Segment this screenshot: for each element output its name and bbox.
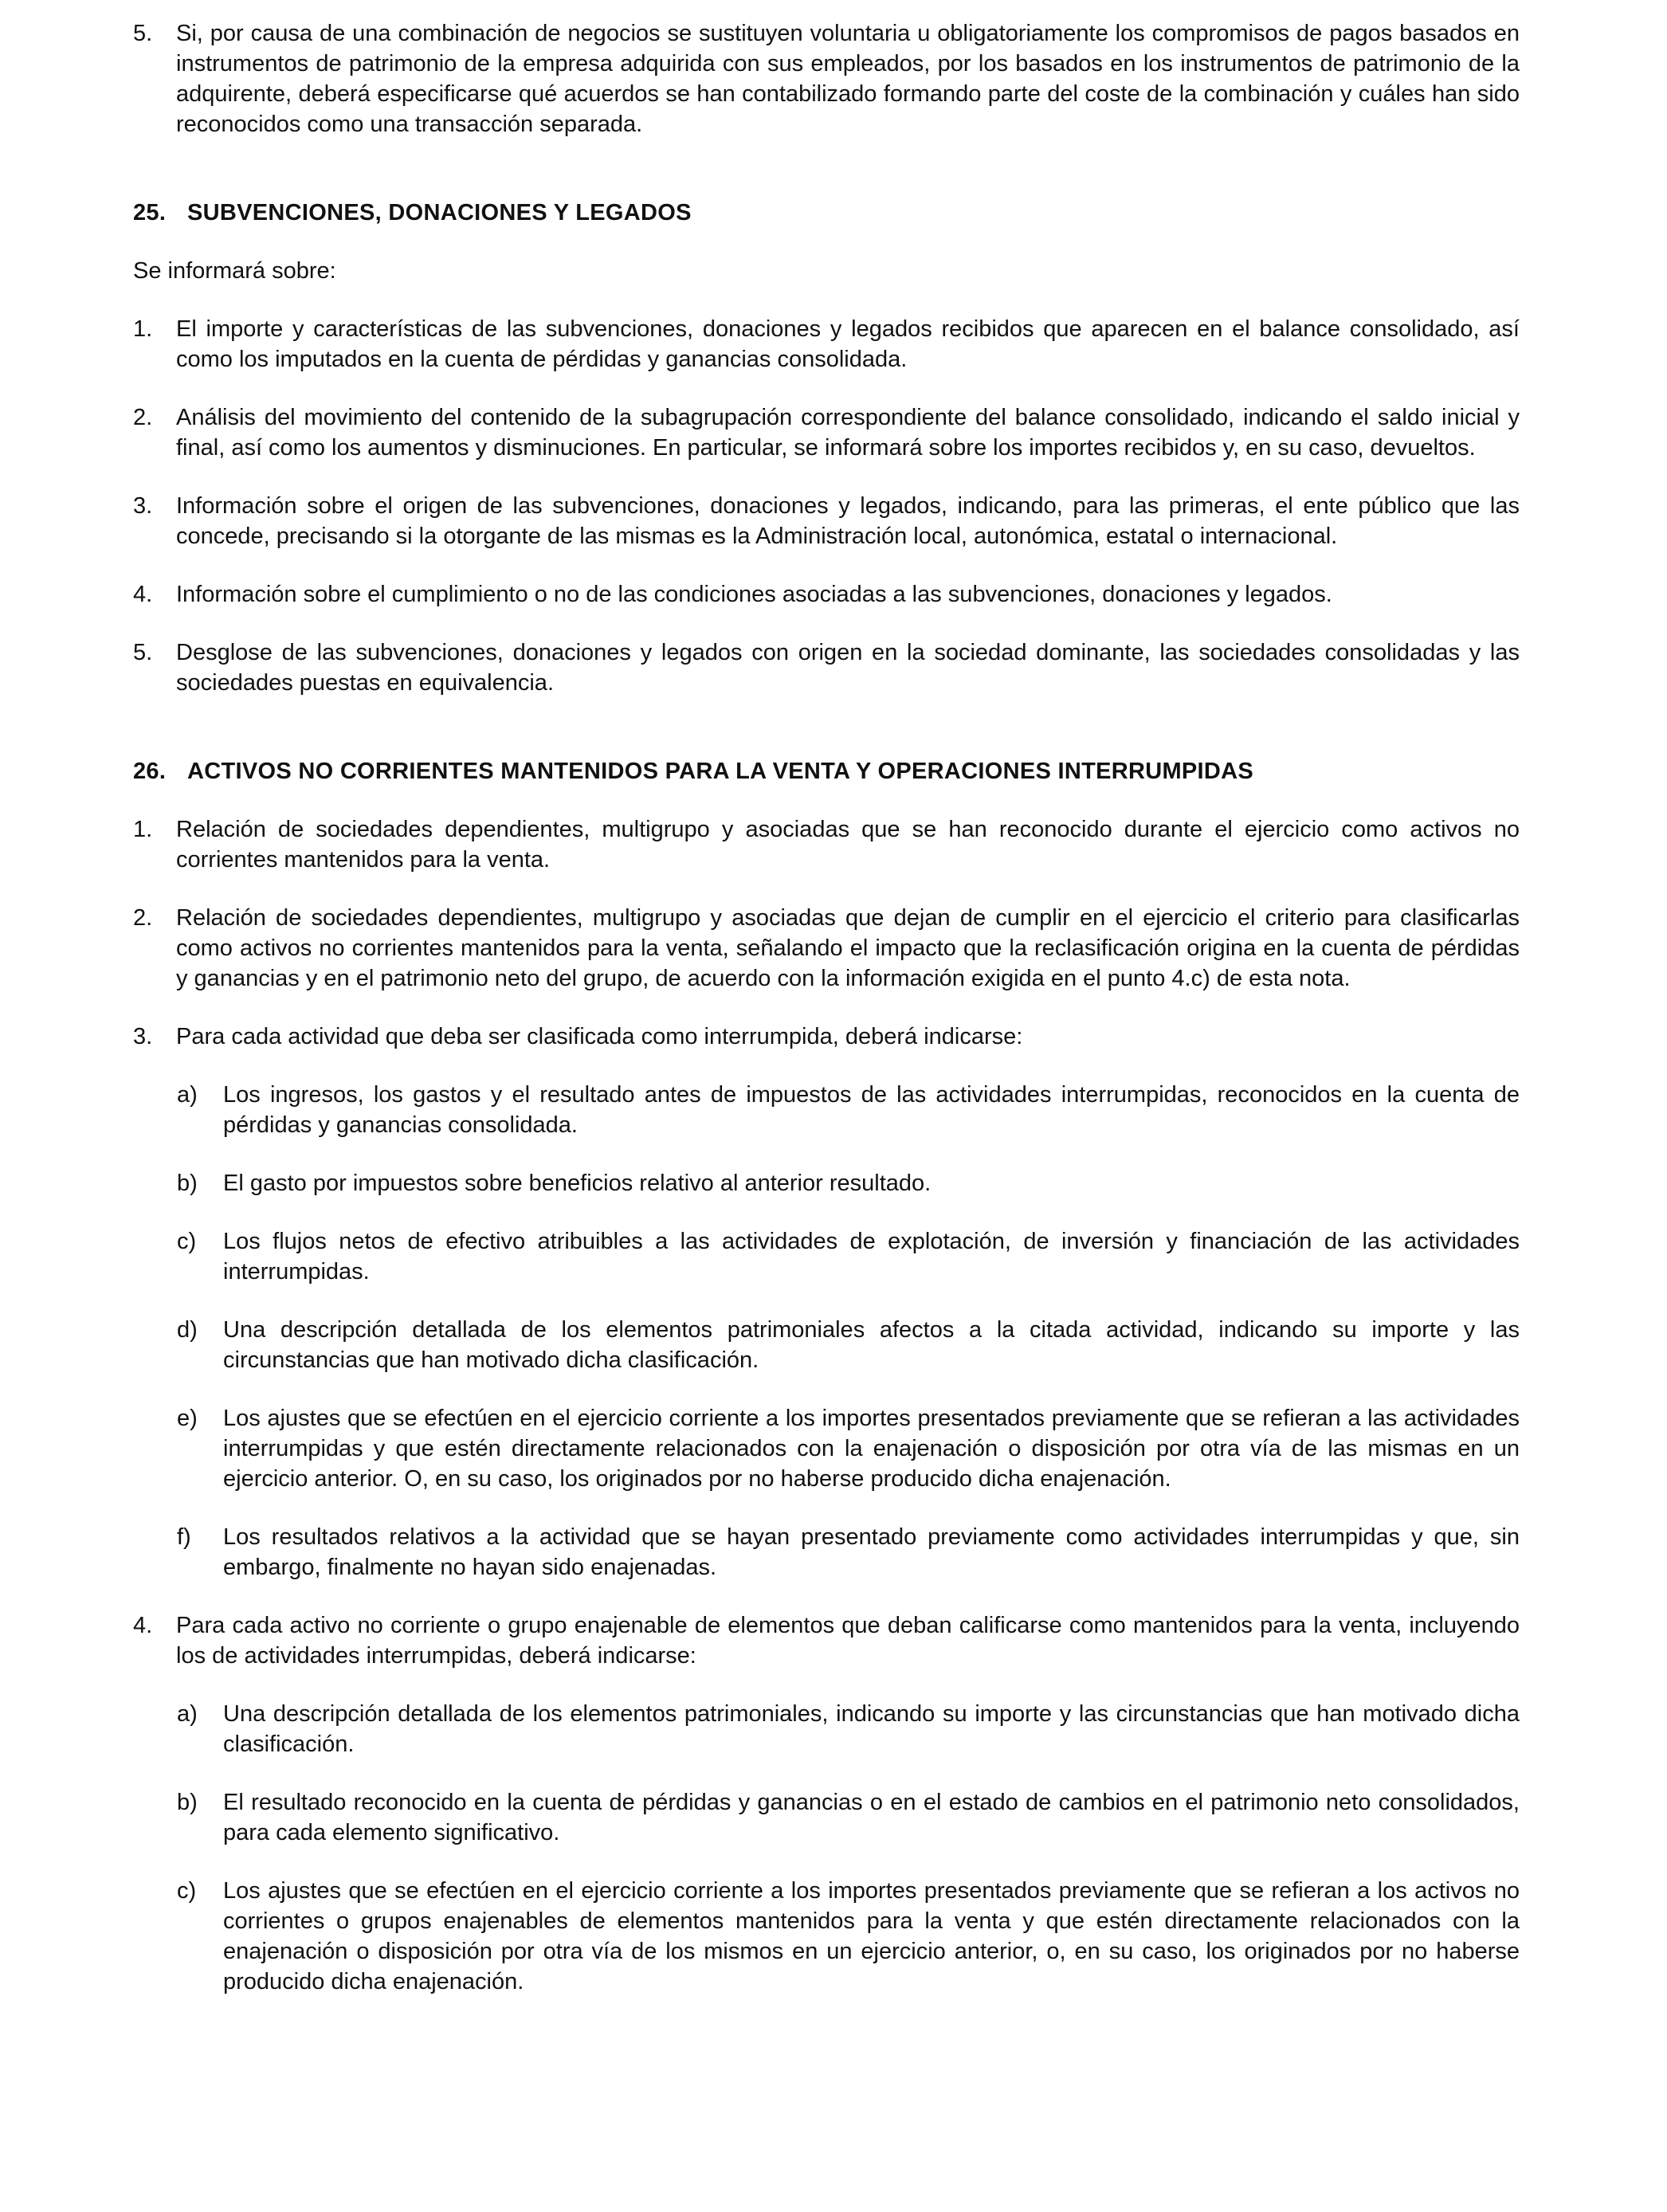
- list-item: [133, 491, 1520, 551]
- item-number: 5.: [133, 21, 153, 46]
- list-item: [133, 18, 1520, 139]
- item-number: 1.: [133, 316, 153, 342]
- list-item: [133, 814, 1520, 875]
- item-number: 4.: [133, 1613, 153, 1638]
- sub-item-letter: a): [177, 1701, 198, 1727]
- sub-item-text: Los resultados relativos a la actividad que se hayan presentado previamente como actividades interrumpidas y que, sin embargo, finalmente no hayan sido enajenadas.: [223, 1524, 1520, 1580]
- sub-item: [133, 1168, 1520, 1198]
- sub-item-letter: e): [177, 1406, 198, 1431]
- item-number: 3.: [133, 1024, 153, 1049]
- sub-item-text: El gasto por impuestos sobre beneficios relativo al anterior resultado.: [223, 1171, 932, 1196]
- sub-item-letter: b): [177, 1171, 198, 1196]
- item-text: Si, por causa de una combinación de negocios se sustituyen voluntaria u obligatoriamente los compromisos de pagos basados en instrumentos de patrimonio de la empresa adquirida con sus empleados, por los basados en los instrumentos de patrimonio de la adquirente, deberá especificarse qué acuerdos se han contabilizado formando parte del coste de la combinación y cuáles han sido reconocidos como una transacción separada.: [176, 21, 1520, 137]
- section-heading-26: [133, 756, 1520, 786]
- section-heading-25: [133, 198, 1520, 228]
- sub-item-text: Los flujos netos de efectivo atribuibles a las actividades de explotación, de inversión y financiación de las actividades interrumpidas.: [223, 1229, 1520, 1284]
- section-number: 25.: [133, 200, 167, 226]
- item-text: El importe y características de las subvenciones, donaciones y legados recibidos que aparecen en el balance consolidado, así como los imputados en la cuenta de pérdidas y ganancias consolidada.: [176, 316, 1520, 372]
- sub-item: [133, 1080, 1520, 1140]
- list-item: [133, 1022, 1520, 1052]
- sub-item: [133, 1315, 1520, 1375]
- sub-item: [133, 1522, 1520, 1583]
- item-number: 1.: [133, 817, 153, 842]
- item-number: 3.: [133, 493, 153, 519]
- item-text: Análisis del movimiento del contenido de la subagrupación correspondiente del balance consolidado, indicando el saldo inicial y final, así como los aumentos y disminuciones. En particular, se informará sobre los importes recibidos y, en su caso, devueltos.: [176, 405, 1520, 461]
- item-text: Relación de sociedades dependientes, multigrupo y asociadas que dejan de cumplir en el ejercicio el criterio para clasificarlas como activos no corrientes mantenidos para la venta, señalando el impacto que la reclasificación origina en la cuenta de pérdidas y ganancias y en el patrimonio neto del grupo, de acuerdo con la información exigida en el punto 4.c) de esta nota.: [176, 905, 1520, 991]
- item-text: Para cada actividad que deba ser clasificada como interrumpida, deberá indicarse:: [176, 1024, 1023, 1049]
- sub-item: [133, 1699, 1520, 1759]
- list-item: [133, 1610, 1520, 1671]
- sub-item-text: Una descripción detallada de los elementos patrimoniales afectos a la citada actividad, indicando su importe y las circunstancias que han motivado dicha clasificación.: [223, 1317, 1520, 1373]
- list-item: [133, 314, 1520, 375]
- item-text: Para cada activo no corriente o grupo enajenable de elementos que deban calificarse como mantenidos para la venta, incluyendo los de actividades interrumpidas, deberá indicarse:: [176, 1613, 1520, 1669]
- sub-item-letter: c): [177, 1878, 197, 1904]
- item-text: Información sobre el cumplimiento o no de las condiciones asociadas a las subvenciones, donaciones y legados.: [176, 582, 1332, 607]
- item-number: 4.: [133, 582, 153, 607]
- sub-item: [133, 1403, 1520, 1494]
- sub-item-letter: f): [177, 1524, 191, 1550]
- sub-item: [133, 1787, 1520, 1848]
- item-text: Desglose de las subvenciones, donaciones y legados con origen en la sociedad dominante, las sociedades consolidadas y las sociedades puestas en equivalencia.: [176, 640, 1520, 696]
- section-title: SUBVENCIONES, DONACIONES Y LEGADOS: [187, 200, 692, 226]
- item-text: Relación de sociedades dependientes, multigrupo y asociadas que se han reconocido durante el ejercicio como activos no corrientes mantenidos para la venta.: [176, 817, 1520, 873]
- item-number: 2.: [133, 905, 153, 931]
- sub-item-letter: a): [177, 1082, 198, 1108]
- sub-item-text: Una descripción detallada de los elementos patrimoniales, indicando su importe y las circunstancias que han motivado dicha clasificación.: [223, 1701, 1520, 1757]
- sub-item-text: El resultado reconocido en la cuenta de pérdidas y ganancias o en el estado de cambios en el patrimonio neto consolidados, para cada elemento significativo.: [223, 1790, 1520, 1845]
- list-item: [133, 579, 1520, 610]
- sub-item-text: Los ajustes que se efectúen en el ejercicio corriente a los importes presentados previamente que se refieran a las actividades interrumpidas y que estén directamente relacionados con la enajenación o disposición por otra vía de las mismas en un ejercicio anterior. O, en su caso, los originados por no haberse producido dicha enajenación.: [223, 1406, 1520, 1492]
- item-text: Información sobre el origen de las subvenciones, donaciones y legados, indicando, para las primeras, el ente público que las concede, precisando si la otorgante de las mismas es la Administración local, autonómica, estatal o internacional.: [176, 493, 1520, 549]
- section-title: ACTIVOS NO CORRIENTES MANTENIDOS PARA LA VENTA Y OPERACIONES INTERRUMPIDAS: [187, 759, 1254, 784]
- sub-item-text: Los ajustes que se efectúen en el ejercicio corriente a los importes presentados previamente que se refieran a los activos no corrientes o grupos enajenables de elementos mantenidos para la venta y que estén directamente relacionados con la enajenación o disposición por otra vía de los mismos en un ejercicio anterior, o, en su caso, los originados por no haberse producido dicha enajenación.: [223, 1878, 1520, 1994]
- sub-item-text: Los ingresos, los gastos y el resultado antes de impuestos de las actividades interrumpidas, reconocidos en la cuenta de pérdidas y ganancias consolidada.: [223, 1082, 1520, 1138]
- item-number: 5.: [133, 640, 153, 665]
- document-content: [133, 18, 1520, 2025]
- sub-item-letter: d): [177, 1317, 198, 1343]
- section-number: 26.: [133, 759, 167, 784]
- sub-item-letter: b): [177, 1790, 198, 1815]
- list-item: [133, 903, 1520, 994]
- list-item: [133, 402, 1520, 463]
- sub-item: [133, 1226, 1520, 1287]
- sub-item: [133, 1876, 1520, 1997]
- section-intro: Se informará sobre:: [133, 258, 336, 284]
- list-item: [133, 637, 1520, 698]
- sub-item-letter: c): [177, 1229, 197, 1254]
- item-number: 2.: [133, 405, 153, 430]
